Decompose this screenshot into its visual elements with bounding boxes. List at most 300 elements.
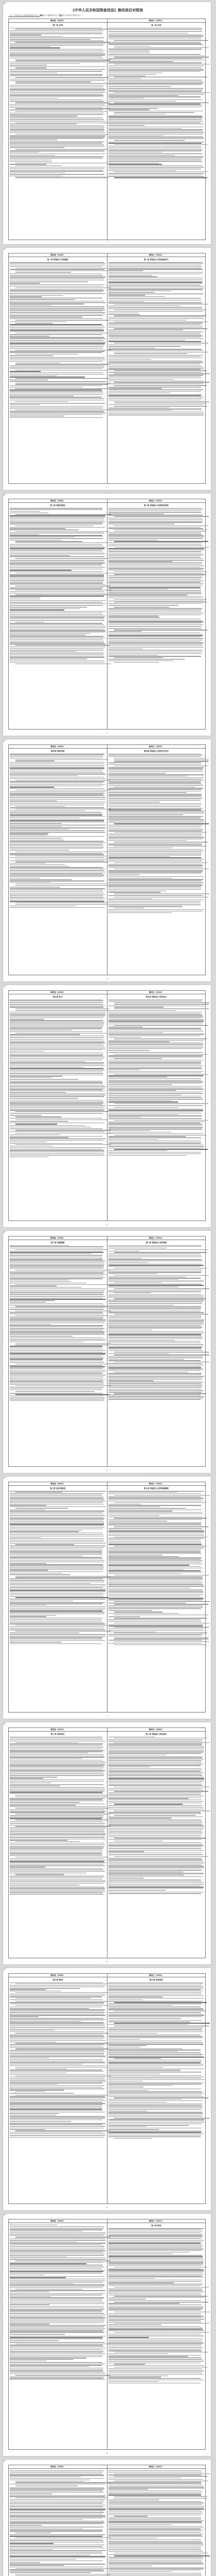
header-before: 修改前（2002）	[9, 1236, 107, 1240]
text-line	[10, 1328, 104, 1329]
text-line	[109, 1792, 202, 1793]
text-line	[10, 597, 41, 598]
text-line	[10, 1337, 103, 1338]
text-line	[109, 802, 160, 803]
text-line	[15, 760, 55, 761]
text-line	[109, 1625, 203, 1626]
text-line	[15, 1008, 109, 1009]
page-corner-mark	[4, 1231, 6, 1233]
text-line	[10, 1809, 104, 1810]
text-line	[10, 1558, 103, 1559]
text-line	[109, 1118, 202, 1119]
legend-prefix: （注：下划线部分为新增或修改的内容，	[8, 14, 40, 16]
page-number: - 1 -	[105, 241, 109, 243]
text-line	[10, 1332, 104, 1333]
text-line	[15, 323, 52, 324]
text-line	[10, 296, 42, 297]
text-line	[10, 1766, 103, 1767]
text-line	[114, 1120, 208, 1121]
text-line	[109, 1582, 203, 1583]
text-line	[109, 48, 202, 49]
text-line	[10, 1002, 103, 1003]
text-line	[109, 2374, 204, 2375]
text-line	[114, 1546, 207, 1547]
text-line	[109, 756, 201, 757]
text-line	[10, 866, 69, 867]
text-line	[109, 2574, 202, 2575]
text-line	[109, 1014, 203, 1015]
text-line	[10, 334, 102, 335]
text-line	[10, 1495, 102, 1496]
text-line	[109, 912, 172, 913]
text-line	[10, 1294, 103, 1295]
text-line	[10, 1999, 103, 2000]
text-line	[109, 1996, 163, 1997]
after-column	[107, 23, 206, 240]
text-line	[10, 901, 104, 902]
text-line	[109, 2262, 203, 2263]
text-line	[109, 1142, 202, 1143]
text-line	[10, 1571, 103, 1572]
text-line	[10, 1368, 103, 1369]
text-line	[15, 1010, 109, 1011]
text-line	[109, 1867, 204, 1868]
text-line	[109, 544, 201, 545]
text-line	[109, 2361, 204, 2362]
column-text	[10, 1979, 106, 2138]
text-line	[109, 2524, 172, 2525]
text-line	[114, 1641, 209, 1642]
text-line	[10, 2044, 104, 2045]
text-line	[109, 865, 203, 866]
text-line	[10, 96, 103, 97]
text-line	[10, 1022, 104, 1023]
text-line	[10, 1360, 102, 1361]
text-line	[109, 2008, 203, 2009]
text-line	[10, 1319, 105, 1320]
text-line	[10, 2527, 103, 2528]
text-line	[10, 1340, 105, 1341]
page-corner-mark	[4, 986, 6, 988]
text-line	[109, 44, 203, 45]
text-line	[109, 1798, 189, 1799]
text-line	[109, 314, 140, 315]
comparison-table	[8, 1727, 206, 1958]
text-line	[109, 789, 202, 790]
text-line	[10, 63, 80, 64]
text-line	[109, 1152, 201, 1153]
text-line	[10, 88, 104, 89]
text-line	[114, 1004, 209, 1005]
text-line	[109, 2090, 149, 2091]
text-line	[10, 1574, 70, 1575]
page-number: - 6 -	[105, 1469, 109, 1471]
text-line	[10, 587, 103, 588]
text-line	[10, 756, 103, 757]
text-line	[10, 170, 103, 171]
text-line	[10, 1518, 104, 1519]
text-line	[10, 2137, 104, 2138]
text-line	[10, 2523, 103, 2524]
text-line	[114, 385, 207, 386]
text-line	[10, 1274, 105, 1275]
text-line	[114, 144, 207, 145]
text-line	[10, 1615, 56, 1616]
text-line	[10, 1092, 66, 1093]
header-before: 修改前（2002）	[9, 19, 107, 23]
text-line	[10, 1761, 105, 1762]
text-line	[109, 2285, 201, 2286]
text-line	[109, 1297, 204, 1298]
text-line	[10, 1823, 105, 1824]
header-before: 修改前（2002）	[9, 2465, 107, 2469]
text-line	[10, 658, 87, 659]
text-line	[10, 882, 51, 883]
text-line	[109, 363, 201, 364]
text-line	[10, 284, 104, 285]
text-line	[114, 1502, 207, 1503]
text-line	[109, 1325, 201, 1326]
text-line	[109, 1367, 202, 1368]
text-line	[10, 174, 104, 175]
text-line	[109, 1605, 203, 1606]
text-line	[10, 2249, 104, 2250]
header-after: 修改后（2022）	[107, 253, 206, 257]
text-line	[109, 1499, 202, 1500]
text-line	[109, 2381, 158, 2382]
text-line	[10, 1996, 102, 1997]
text-line	[109, 1592, 204, 1593]
text-line	[10, 1989, 46, 1990]
text-line	[114, 315, 206, 316]
text-line	[10, 2359, 73, 2360]
column-text	[10, 259, 106, 418]
page-content	[8, 2219, 206, 2450]
text-line	[109, 555, 202, 556]
text-line	[109, 2100, 203, 2101]
text-line	[10, 411, 104, 412]
text-line	[109, 1873, 204, 1874]
text-line	[109, 2105, 202, 2106]
text-line	[114, 1393, 206, 1394]
text-line	[109, 895, 203, 896]
text-line	[109, 327, 203, 328]
text-line	[109, 2244, 202, 2245]
text-line	[10, 534, 39, 535]
text-line	[109, 2232, 201, 2233]
text-line	[109, 2504, 202, 2505]
text-line	[109, 404, 203, 405]
text-line	[109, 840, 187, 841]
text-line	[10, 50, 105, 51]
text-line	[109, 1634, 203, 1635]
text-line	[10, 30, 103, 31]
after-column	[107, 1732, 206, 1958]
before-column	[9, 503, 107, 730]
text-line	[109, 288, 204, 289]
text-line	[10, 1821, 103, 1822]
text-line	[109, 132, 204, 133]
text-line	[10, 2016, 39, 2017]
header-before: 修改前（2002）	[9, 991, 107, 994]
text-line	[10, 2342, 104, 2343]
text-line	[10, 1382, 104, 1383]
text-line	[10, 281, 88, 282]
text-line	[109, 762, 202, 763]
text-line	[109, 2490, 202, 2491]
text-line	[10, 642, 104, 643]
text-line	[10, 394, 103, 395]
text-line	[10, 66, 105, 67]
text-line	[10, 2349, 102, 2350]
text-line	[10, 318, 102, 319]
text-line	[114, 2002, 207, 2003]
text-line	[109, 1544, 202, 1545]
text-line	[10, 2106, 102, 2107]
text-line	[109, 2031, 203, 2032]
text-line	[10, 1028, 102, 1029]
text-line	[109, 2122, 204, 2123]
text-line	[109, 1559, 201, 1560]
text-line	[10, 47, 60, 48]
text-line	[109, 2571, 172, 2572]
text-line	[114, 401, 209, 402]
text-line	[10, 1593, 103, 1594]
text-line	[109, 334, 201, 335]
document-page	[3, 1968, 211, 2210]
text-line	[10, 1889, 104, 1890]
text-line	[109, 1317, 202, 1318]
text-line	[10, 278, 104, 279]
table-row	[9, 23, 206, 240]
text-line	[109, 564, 203, 565]
text-line	[109, 764, 201, 765]
text-line	[10, 1599, 105, 1600]
text-line	[10, 2283, 74, 2284]
text-line	[109, 1506, 160, 1507]
text-line	[10, 636, 103, 637]
text-line	[10, 1375, 105, 1376]
text-line	[109, 266, 202, 267]
text-line	[109, 262, 202, 263]
text-line	[10, 2475, 104, 2476]
header-before: 修改前（2002）	[9, 2219, 107, 2223]
text-line	[10, 2129, 45, 2130]
text-line	[10, 2525, 42, 2526]
legend-note	[8, 14, 206, 17]
text-line	[10, 125, 103, 126]
text-line	[109, 767, 204, 768]
header-after: 修改后（2022）	[107, 19, 206, 23]
text-line	[10, 1531, 79, 1532]
text-line	[109, 561, 173, 562]
text-line	[10, 1864, 103, 1865]
text-line	[10, 144, 104, 145]
text-line	[10, 629, 103, 630]
text-line	[109, 340, 186, 341]
text-line	[109, 538, 203, 539]
text-line	[109, 2365, 204, 2366]
text-line	[109, 1839, 202, 1840]
text-line	[109, 1586, 204, 1587]
text-line	[114, 2555, 210, 2556]
text-line	[109, 1360, 201, 1361]
text-line	[15, 2048, 109, 2049]
text-line	[109, 2079, 204, 2080]
text-line	[114, 1856, 208, 1857]
text-line	[10, 2074, 105, 2075]
text-line	[114, 1135, 206, 1136]
text-line	[10, 2379, 105, 2380]
text-line	[10, 308, 104, 309]
text-line	[10, 302, 105, 303]
comparison-table	[8, 2465, 206, 2576]
text-line	[109, 1747, 204, 1748]
text-line	[10, 2056, 105, 2057]
text-line	[109, 1041, 169, 1042]
page-content	[8, 744, 206, 975]
text-line	[15, 83, 109, 84]
text-line	[10, 1290, 104, 1291]
text-line	[10, 1626, 103, 1627]
text-line	[15, 2236, 110, 2238]
text-line	[114, 893, 210, 894]
text-line	[109, 849, 202, 850]
chapter-heading: 第五章 征召	[52, 995, 63, 998]
text-line	[10, 907, 104, 908]
text-line	[10, 1034, 80, 1035]
text-line	[109, 534, 202, 535]
text-line	[10, 820, 104, 821]
text-line	[109, 279, 203, 280]
text-line	[15, 1116, 61, 1117]
text-line	[109, 2036, 203, 2037]
text-line	[10, 348, 103, 349]
text-line	[109, 292, 155, 293]
text-line	[109, 1346, 203, 1347]
text-line	[15, 1394, 109, 1395]
text-line	[10, 2116, 105, 2117]
text-line	[10, 2565, 64, 2566]
text-line	[10, 1255, 102, 1256]
text-line	[10, 142, 102, 143]
text-line	[109, 2487, 204, 2488]
text-line	[109, 2248, 204, 2249]
text-line	[109, 2530, 203, 2531]
table-header-row	[9, 19, 206, 23]
text-line	[10, 1372, 102, 1374]
text-line	[10, 2309, 104, 2310]
text-line	[15, 1492, 62, 1493]
text-line	[109, 1353, 169, 1354]
text-line	[10, 71, 102, 72]
text-line	[109, 2039, 140, 2040]
text-line	[109, 641, 201, 642]
text-line	[10, 36, 62, 37]
text-line	[109, 1311, 201, 1312]
text-line	[10, 46, 50, 47]
text-line	[109, 31, 202, 32]
text-line	[15, 531, 109, 532]
text-line	[15, 861, 108, 862]
text-line	[109, 2269, 204, 2270]
text-line	[109, 1359, 184, 1360]
text-line	[109, 128, 183, 129]
text-line	[109, 156, 203, 157]
text-line	[10, 639, 103, 640]
before-column	[9, 994, 107, 1221]
text-line	[109, 2353, 168, 2354]
text-line	[10, 2340, 59, 2341]
text-line	[10, 895, 103, 896]
text-line	[109, 1858, 202, 1859]
text-line	[10, 2543, 53, 2544]
text-line	[109, 1010, 176, 1011]
table-row	[9, 1732, 206, 1958]
text-line	[109, 1071, 203, 1072]
text-line	[109, 605, 178, 606]
text-line	[10, 2103, 105, 2104]
text-line	[109, 1347, 202, 1348]
chapter-heading: 第七章 退出预备役	[50, 1487, 66, 1489]
text-line	[10, 389, 102, 390]
text-line	[109, 331, 204, 332]
text-line	[114, 343, 209, 344]
text-line	[10, 331, 104, 332]
text-line	[10, 900, 103, 901]
document-title: 《中华人民共和国预备役法》修改前后对照表	[71, 8, 143, 12]
text-line	[10, 2040, 105, 2041]
text-line	[109, 2250, 202, 2251]
text-line	[10, 2512, 104, 2513]
text-line	[15, 1544, 74, 1545]
chapter-heading: 第五章 预备役人员的征召	[146, 995, 167, 998]
text-line	[10, 2297, 104, 2298]
text-line	[109, 1101, 178, 1102]
text-line	[10, 618, 104, 619]
text-line	[10, 548, 104, 549]
column-text	[109, 2225, 205, 2383]
page-number: - 7 -	[105, 1715, 109, 1717]
text-line	[10, 1305, 104, 1306]
text-line	[15, 1508, 68, 1509]
text-line	[109, 548, 204, 549]
text-line	[109, 1246, 201, 1247]
text-line	[109, 109, 149, 110]
text-line	[109, 2567, 204, 2568]
text-line	[10, 2113, 59, 2114]
text-line	[109, 78, 141, 79]
text-line	[10, 1101, 104, 1102]
text-line	[109, 2096, 203, 2097]
text-line	[109, 575, 203, 576]
text-line	[109, 1619, 201, 1620]
text-line	[15, 2130, 109, 2131]
text-line	[109, 2126, 147, 2127]
text-line	[10, 1602, 105, 1603]
text-line	[109, 2378, 201, 2379]
text-line	[109, 1356, 203, 1357]
before-column	[9, 23, 107, 240]
text-line	[10, 340, 103, 341]
text-line	[109, 876, 204, 877]
text-line	[109, 1380, 154, 1381]
text-line	[109, 283, 203, 284]
text-line	[10, 1019, 44, 1020]
text-line	[10, 1371, 105, 1372]
text-line	[10, 1083, 103, 1084]
text-line	[15, 2537, 111, 2538]
